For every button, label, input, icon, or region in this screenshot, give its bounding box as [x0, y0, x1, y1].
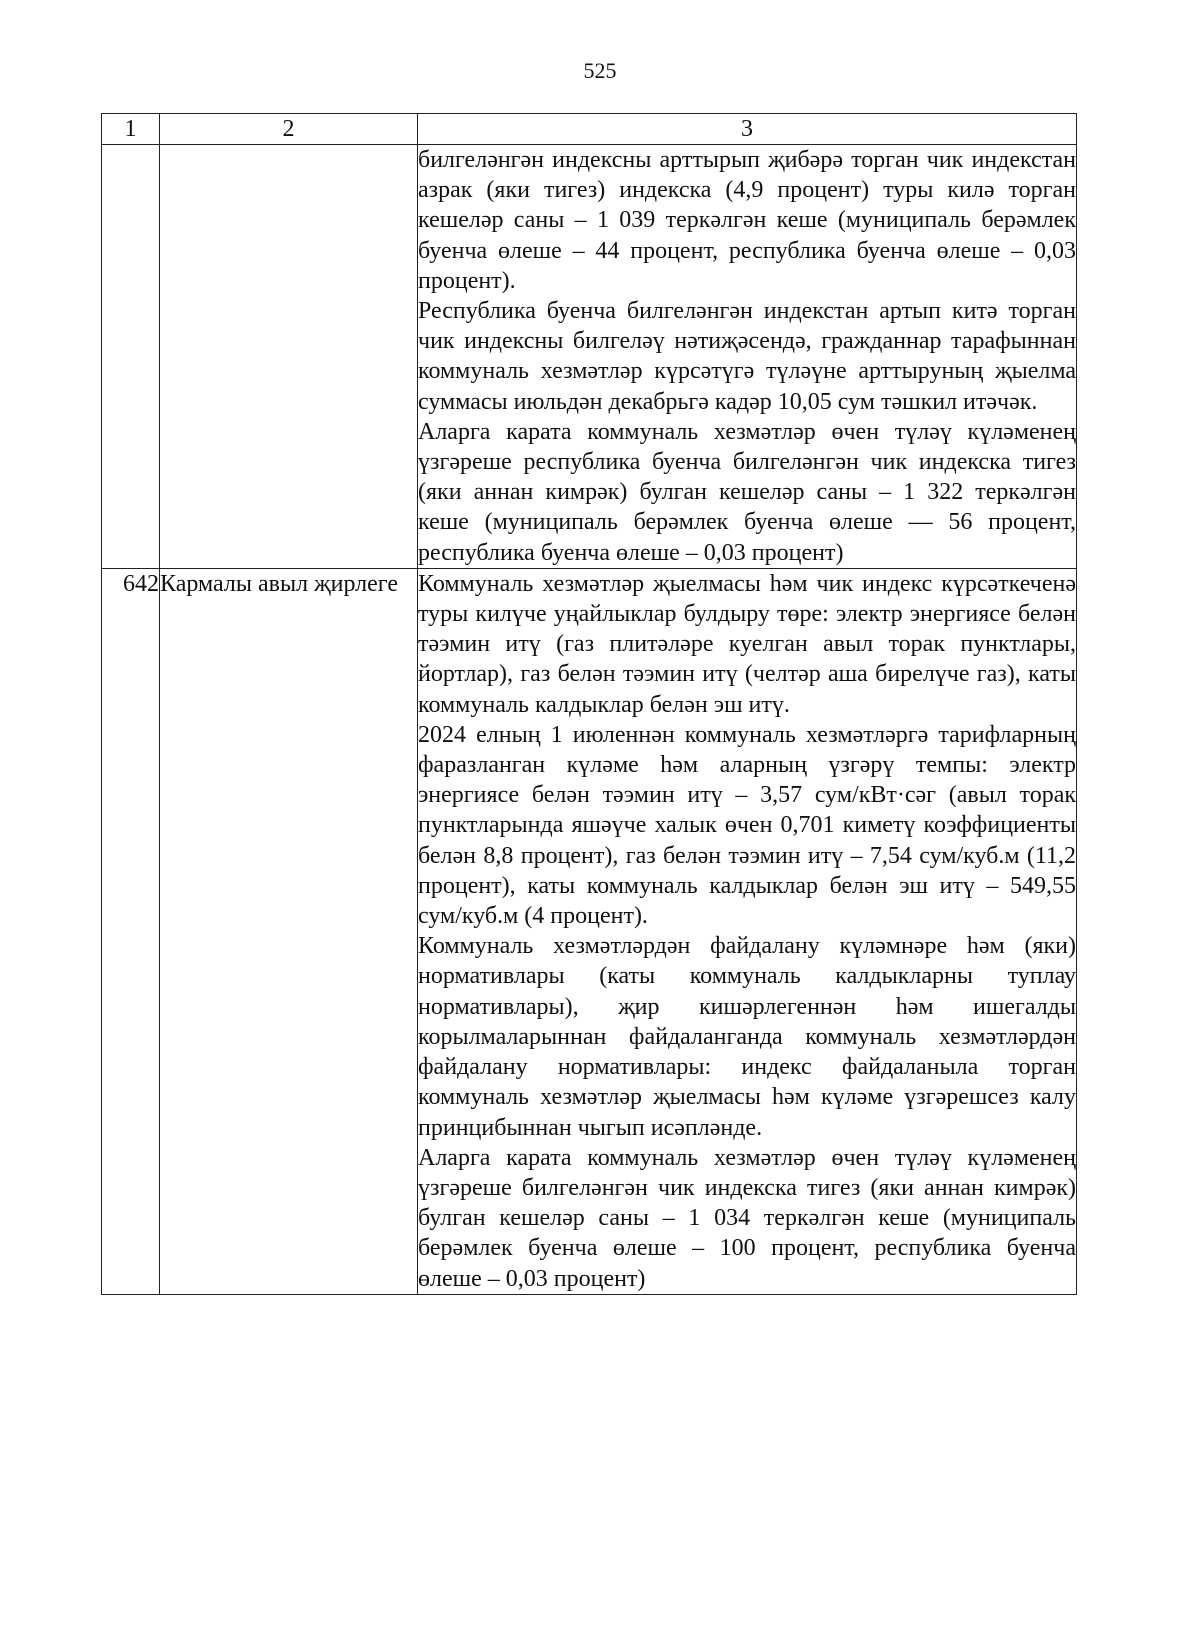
- column-header-1: 1: [102, 114, 160, 145]
- content-paragraph: Аларга карата коммуналь хезмәтләр өчен түләү күләменең үзгәреше билгеләнгән чик индекска тигез (яки аннан кимрәк) булган кешеләр саны – 1 034 теркәлгән кеше (муниципаль берәмлек буенча өлеше – 100 процент, республика буенча өлеше – 0,03 процент): [418, 1144, 1076, 1292]
- column-header-3: 3: [418, 114, 1077, 145]
- content-paragraph: билгеләнгән индексны арттырып җибәрә торган чик индекстан азрак (яки тигез) индекска (4,9 процент) туры килә торган кешеләр саны – 1 039 теркәлгән кеше (муниципаль берәмлек буенча өлеше – 44 процент, республика буенча өлеше – 0,03 процент).: [418, 147, 1076, 294]
- table-row: [102, 145, 1077, 569]
- settlement-name: [160, 145, 418, 569]
- content-paragraph: Коммуналь хезмәтләр җыелмасы һәм чик индекс күрсәткеченә туры килүче уңайлыклар булдыру төре: электр энергиясе белән тәэмин итү (газ плитәләре куелган авыл торак пунктлары, йортлар), газ белән тәэмин итү (челтәр аша бирелүче газ), каты коммуналь калдыклар белән эш итү.: [418, 570, 1076, 718]
- settlement-name: Кармалы авыл җирлеге: [160, 568, 418, 1294]
- document-table: [101, 113, 1077, 1295]
- content-paragraph: Республика буенча билгеләнгән индекстан артып китә торган чик индексны билгеләү нәтиҗәсендә, гражданнар тарафыннан коммуналь хезмәтләр күрсәтүгә түләүне арттыруның җыелма суммасы июльдән декабрьгә кадәр 10,05 сум тәшкил итәчәк.: [418, 298, 1076, 415]
- row-number: 642: [102, 568, 160, 1294]
- table-header-row: [102, 114, 1077, 145]
- content-paragraph: Коммуналь хезмәтләрдән файдалану күләмнәре һәм (яки) нормативлары (каты коммуналь калдыкларны туплау нормативлары), җир кишәрлегеннән һәм ишегалды корылмаларыннан файдаланганда коммуналь хезмәтләрдән файдалану нормативлары: индекс файдаланыла торган коммуналь хезмәтләр җыелмасы һәм күләме үзгәрешсез калу принцибыннан чыгып исәпләнде.: [418, 933, 1076, 1141]
- row-content: [418, 145, 1077, 569]
- content-paragraph: Аларга карата коммуналь хезмәтләр өчен түләү күләменең үзгәреше республика буенча билгеләнгән чик индекска тигез (яки аннан кимрәк) булган кешеләр саны – 1 322 теркәлгән кеше (муниципаль берәмлек буенча өлеше — 56 процент, республика буенча өлеше – 0,03 процент): [418, 418, 1076, 566]
- content-paragraph: 2024 елның 1 июленнән коммуналь хезмәтләргә тарифларның фаразланган күләме һәм аларның үзгәрү темпы: электр энергиясе белән тәэмин итү – 3,57 сум/кВт·сәг (авыл торак пунктларында яшәүче халык өчен 0,701 киметү коэффициенты белән 8,8 процент), газ белән тәэмин итү – 7,54 сум/куб.м (11,2 процент), каты коммуналь калдыклар белән эш итү – 549,55 сум/куб.м (4 процент).: [418, 721, 1076, 930]
- row-number: [102, 145, 160, 569]
- table-row: [102, 568, 1077, 1294]
- column-header-2: 2: [160, 114, 418, 145]
- page-number: 525: [583, 58, 617, 83]
- row-content: [418, 568, 1077, 1294]
